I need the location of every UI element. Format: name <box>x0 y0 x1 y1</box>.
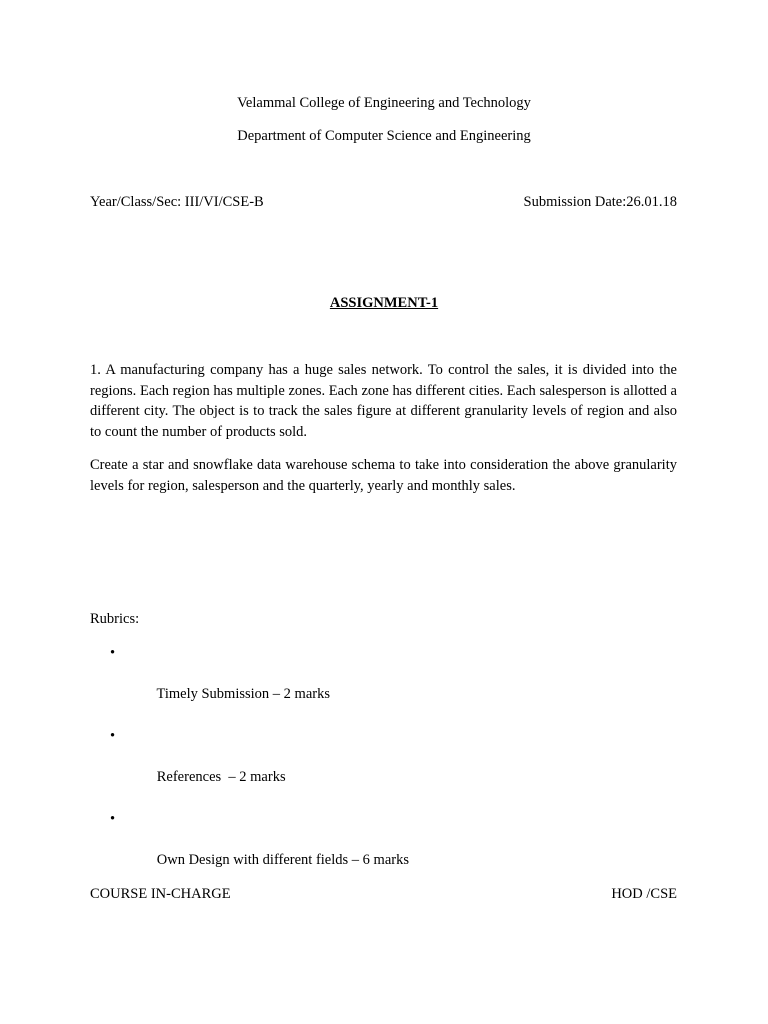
assignment-title: ASSIGNMENT-1 <box>329 295 439 311</box>
rubrics-label: Rubrics: <box>90 611 140 627</box>
instruction-text: Create a star and snowflake data warehouse schema to take into consideration the above granularity levels for region, salesperson and the quarterly, yearly and monthly sales. <box>90 457 677 494</box>
signature-row <box>90 885 677 903</box>
bullet-icon: • <box>110 810 116 827</box>
bullet-icon: • <box>110 645 116 661</box>
submission-date: Submission Date:26.01.18 <box>523 194 677 210</box>
rubric-item-text: References – 2 marks <box>156 769 286 786</box>
course-in-charge-signature: COURSE IN-CHARGE <box>90 886 231 902</box>
rubrics-list <box>90 643 409 891</box>
hod-signature: HOD /CSE <box>611 886 677 902</box>
rubric-item <box>90 643 409 726</box>
rubric-item-text: Timely Submission – 2 marks <box>156 686 330 703</box>
question-text: 1. A manufacturing company has a huge sales network. To control the sales, it is divided into the regions. Each region has multiple zones. Each zone has different cities. Each salesperson is allotted a different city. The object is to track the sales figure at different granularity levels of region and also to count the number of products sold. <box>90 362 677 441</box>
department-name: Department of Computer Science and Engineering <box>237 128 531 144</box>
college-name: Velammal College of Engineering and Technology <box>237 95 531 111</box>
class-info: Year/Class/Sec: III/VI/CSE-B <box>90 194 264 210</box>
rubric-item <box>90 809 409 892</box>
meta-row <box>90 193 677 211</box>
rubric-item <box>90 726 409 809</box>
bullet-icon: • <box>110 727 116 744</box>
rubric-item-text: Own Design with different fields – 6 marks <box>156 852 409 869</box>
